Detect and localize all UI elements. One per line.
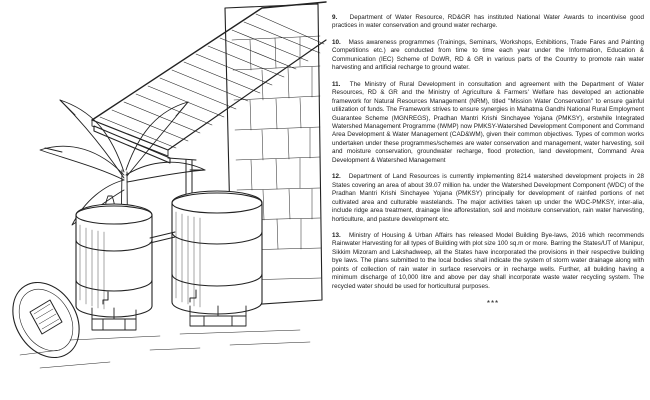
paragraph-text: The Ministry of Rural Development in consultation and agreement with the Department of Water Resources, RD & GR and the Ministry of Agriculture & Farmers' Welfare has developed an actionable framework for Natural Resources Management (NRM), titled "Mission Water Conservation" to ensure gainful utilization of funds. The Framework strives to ensure synergies in Mahatma Gandhi National Rural Employment Guarantee Scheme (MGNREGS), Pradhan Mantri Krishi Sinchayee Yojana (PMKSY), erstwhile Integrated Watershed Management Programme (IWMP) now PMKSY-Watershed Development Component and Command Area Development & Water Management (CAD&WM), given their common objectives. Types of common works undertaken under these programmes/schemes are water conservation and management, water harvesting, soil and moisture conservation, groundwater recharge, flood protection, land development, Command Area Development & Watershed Management [332,80,644,164]
paragraph-number: 13. [332,231,341,239]
paragraph-number: 12. [332,173,341,181]
paragraph-11 [332,81,644,166]
paragraph-number: 10. [332,38,341,46]
paragraph-text: Ministry of Housing & Urban Affairs has released Model Building Bye-laws, 2016 which recommends Rainwater Harvesting for all types of Building with plot size 100 sq.m or more. Barring the States/UT of Manipur, Sikkim Mizoram and Lakshadweep, all the States have incorporated the provisions in their respective building bye laws. The plans submitted to the local bodies shall indicate the system of storm water drainage along with points of collection of rain water in surface reservoirs or in recharge wells. Further, all building having a minimum discharge of 10,000 litre and above per day shall incorporate waste water recycling system. The recycled water should be used for horticultural purposes. [332,231,644,290]
left-barrel [76,204,152,317]
paragraph-text: Mass awareness programmes (Trainings, Seminars, Workshops, Exhibitions, Trade Fares and Painting Competitions etc.) are conducted from time to time each year under the Information, Education & Communication (IEC) Scheme of DoWR, RD & GR in various parts of the Country to promote rain water harvesting and artificial recharge to ground water. [332,38,644,72]
paragraph-text: Department of Land Resources is currently implementing 8214 watershed development projects in 28 States covering an area of about 39.07 million ha. under the Watershed Development Component (WDC) of the Pradhan Mantri Krishi Sinchayee Yojana (PMKSY) principally for development of rainfed portions of net cultivated area and culturable wastelands. The major activities taken up under the WDC-PMKSY, inter-alia, include ridge area treatment, drainage line afforestation, soil and moisture conservation, rain water harvesting, horticulture, and pasture development etc. [332,173,644,223]
paragraph-text: Department of Water Resource, RD&GR has instituted National Water Awards to incentivise good practices in water conservation and ground water recharge. [332,14,645,30]
text-column [332,14,644,308]
paragraph-9 [332,14,644,31]
paragraph-12 [332,173,644,224]
connecting-pipe [150,232,175,243]
paragraph-number: 11. [332,80,341,88]
paragraph-13 [332,232,644,291]
paragraph-10 [332,39,644,73]
paragraph-number: 9. [332,14,338,21]
end-mark: *** [486,299,500,309]
right-barrel [172,191,262,314]
